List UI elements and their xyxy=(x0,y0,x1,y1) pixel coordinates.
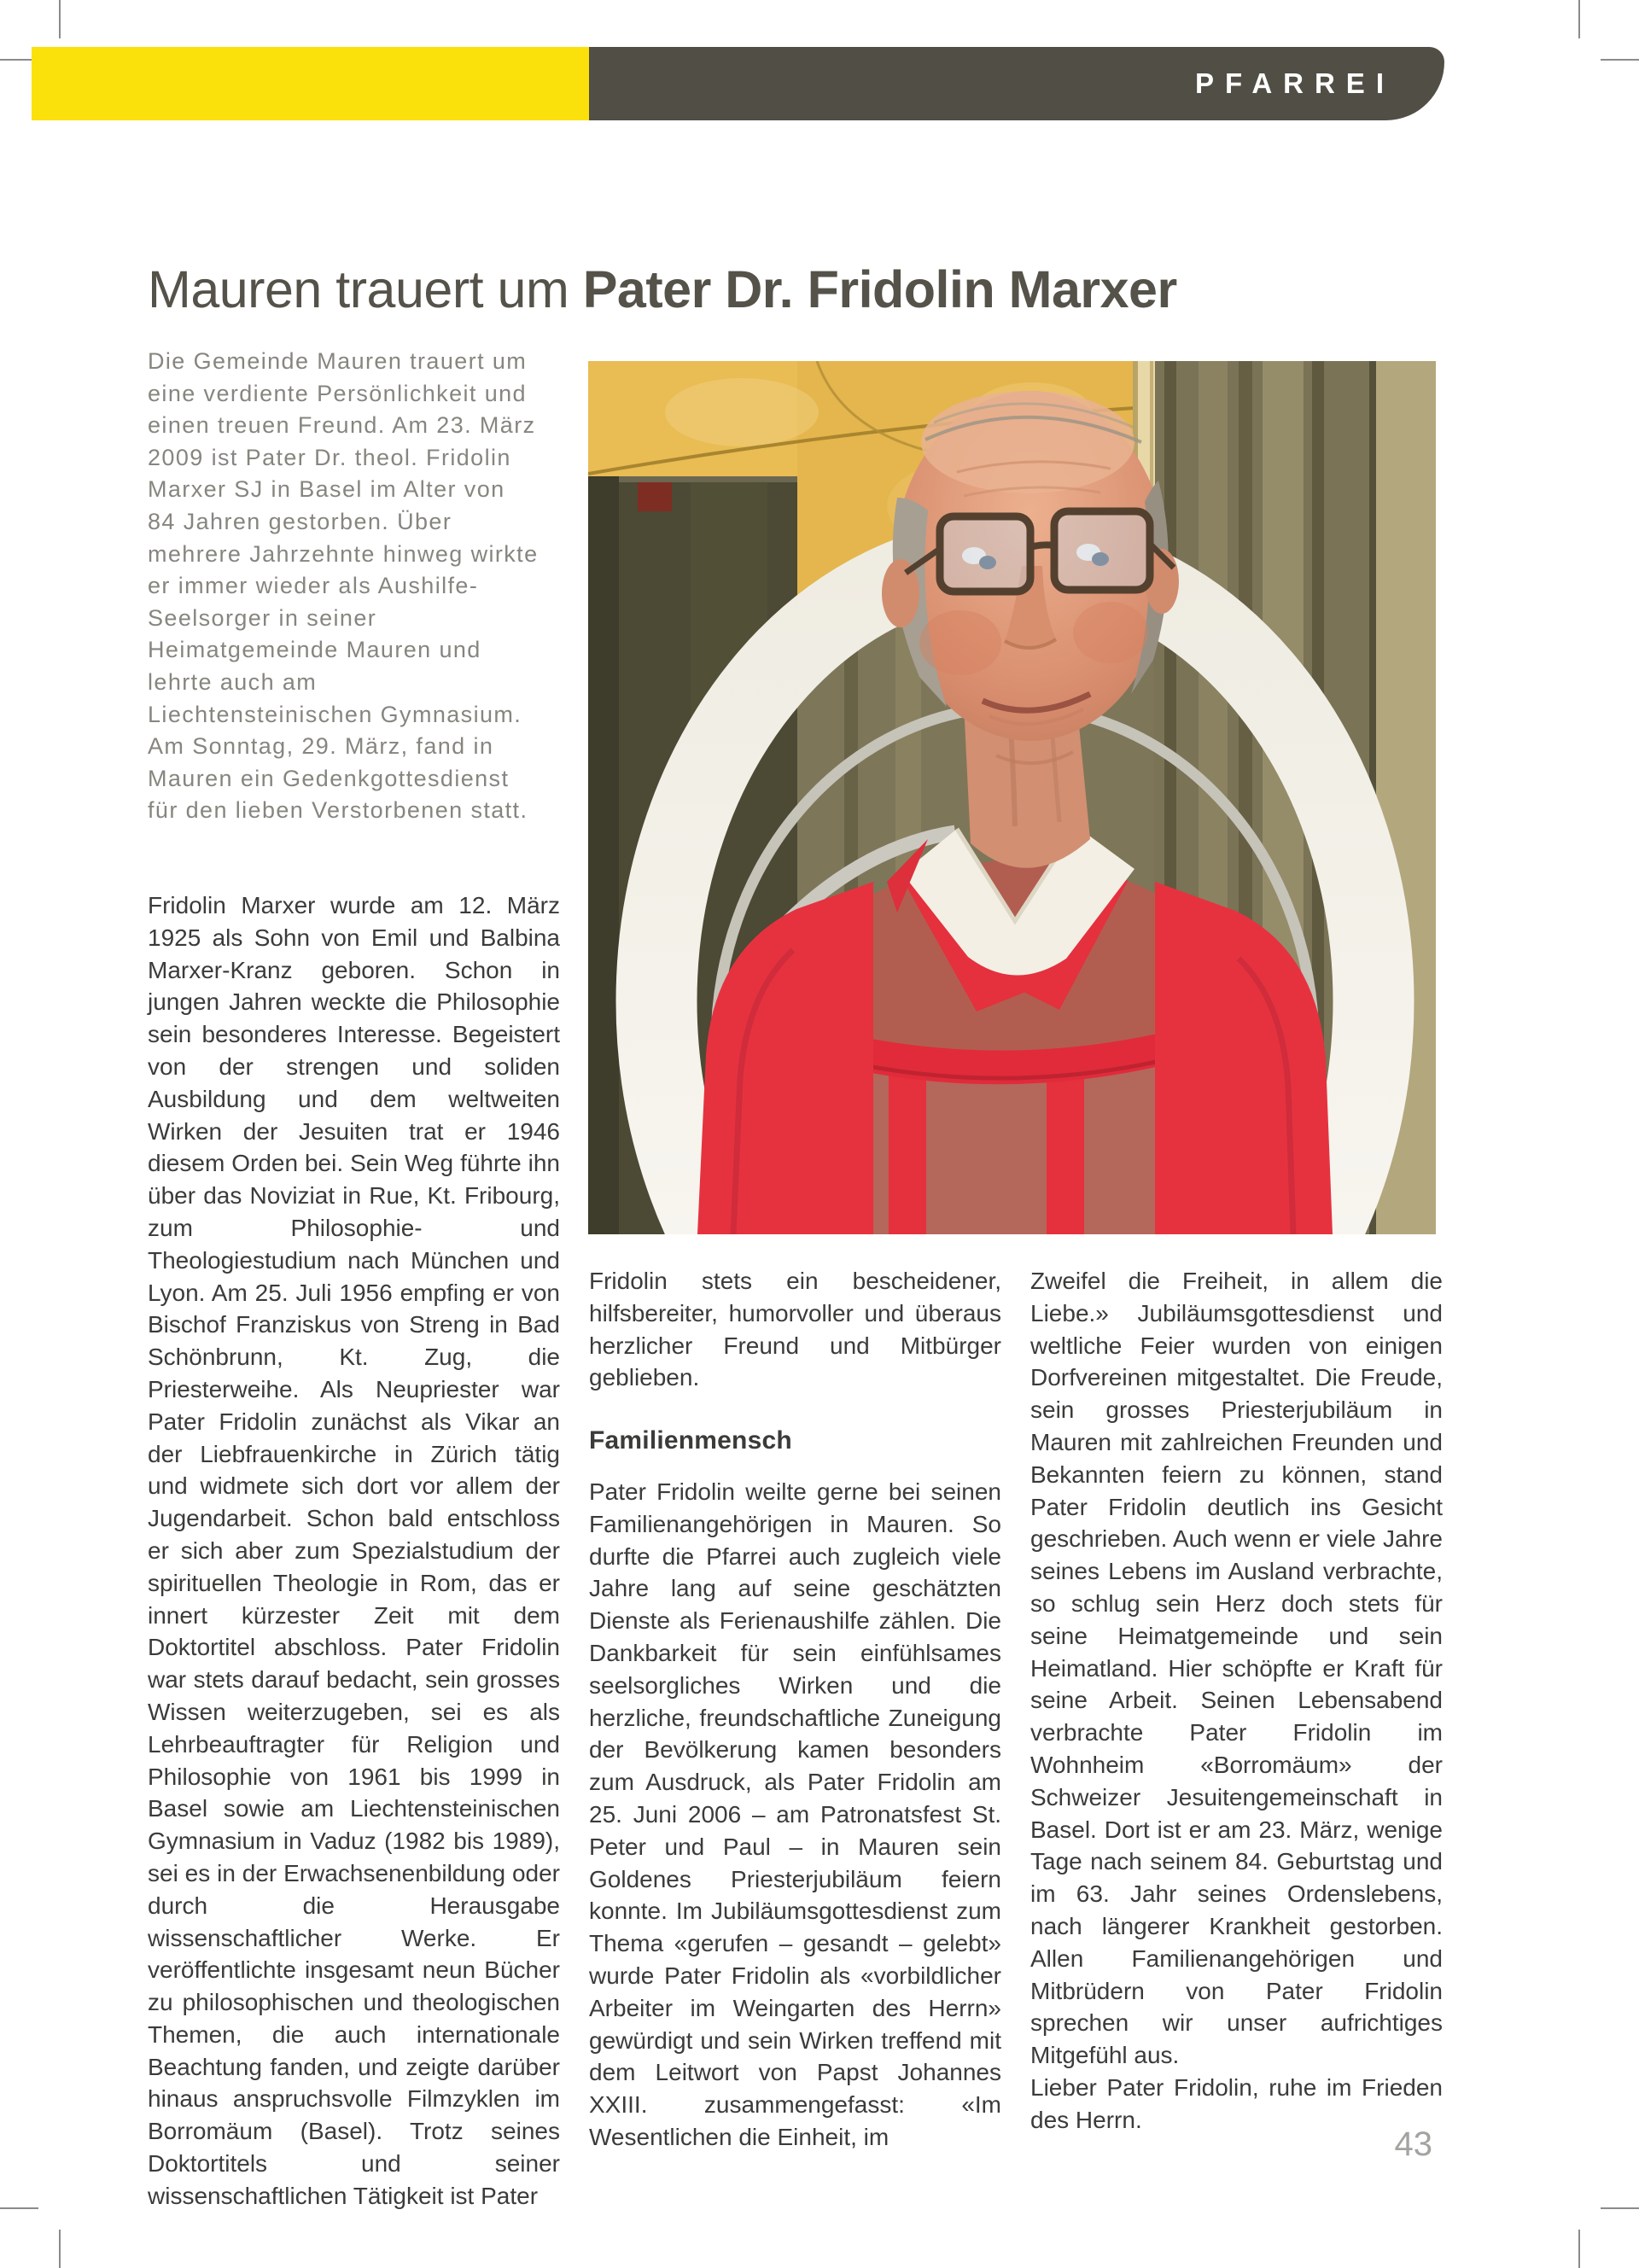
header-bar-yellow xyxy=(32,47,589,120)
subheading-familienmensch: Familienmensch xyxy=(589,1426,792,1455)
body-column-1 xyxy=(148,889,560,2213)
column2-body-paragraph: Pater Fridolin weilte gerne bei seinen Familienangehörigen in Mauren. So durfte die Pfarrei auch zugleich viele Jahre lang auf seine geschätzten Dienste als Ferienaushilfe zählen. Die Dankbarkeit für sein einfühlsames seelsorgliches Wirken und die herzliche, freundschaftliche Zuneigung der Bevölkerung kamen besonders zum Ausdruck, als Pater Fridolin am 25. Juni 2006 – am Patronatsfest St. Peter und Paul – in Mauren sein Goldenes Priesterjubiläum feiern konnte. Im Jubiläumsgottesdienst zum Thema «gerufen – gesandt – gelebt» wurde Pater Fridolin als «vorbildlicher Arbeiter im Weingarten des Herrn» gewürdigt und sein Wirken treffend mit dem Leitwort von Papst Johannes XXIII. zusammengefasst: «Im Wesentlichen die Einheit, im xyxy=(589,1478,1001,2150)
header-bar-dark xyxy=(589,47,1444,120)
crop-mark-bottom-left-v xyxy=(59,2230,61,2268)
title-bold: Pater Dr. Fridolin Marxer xyxy=(582,259,1177,318)
crop-mark-bottom-right-v xyxy=(1578,2230,1580,2268)
portrait-illustration xyxy=(588,361,1436,1234)
column3-paragraph-2: Lieber Pater Fridolin, ruhe im Frieden des Herrn. xyxy=(1030,2073,1443,2133)
crop-mark-top-right-h xyxy=(1601,59,1639,61)
body-column-3 xyxy=(1030,1265,1443,2137)
column1-paragraph: Fridolin Marxer wurde am 12. März 1925 als Sohn von Emil und Balbina Marxer-Kranz geboren. Schon in jungen Jahren weckte die Philosophie sein besonderes Interesse. Begeistert von der strengen und soliden Ausbildung und dem weltweiten Wirken der Jesuiten trat er 1946 diesem Orden bei. Sein Weg führte ihn über das Noviziat in Rue, Kt. Fribourg, zum Philosophie- und Theologiestudium nach München und Lyon. Am 25. Juli 1956 empfing er von Bischof Franziskus von Streng in Bad Schönbrunn, Kt. Zug, die Priesterweihe. Als Neupriester war Pater Fridolin zunächst als Vikar an der Liebfrauenkirche in Zürich tätig und widmete sich dort vor allem der Jugendarbeit. Schon bald entschloss er sich aber zum Spezialstudium der spirituellen Theologie in Rom, das er innert kürzester Zeit mit dem Doktortitel abschloss. Pater Fridolin war stets darauf bedacht, sein grosses Wissen weiterzugeben, sei es als Lehrbeauftragter für Religion und Philosophie von 1961 bis 1999 in Basel sowie am Liechtensteinischen Gymnasium in Vaduz (1982 bis 1989), sei es in der Erwachsenenbildung oder durch die Herausgabe wissenschaftlicher Werke. Er veröffentlichte insgesamt neun Bücher zu philosophischen und theologischen Themen, die auch internationale Beachtung fanden, und zeigte darüber hinaus anspruchsvolle Filmzyklen im Borromäum (Basel). Trotz seines Doktortitels und seiner wissenschaftlichen Tätigkeit ist Pater xyxy=(148,892,560,2209)
crop-mark-top-left-v xyxy=(59,0,61,38)
column3-paragraph-1: Zweifel die Freiheit, in allem die Liebe.» Jubiläumsgottesdienst und weltliche Feier wurden von einigen Dorfvereinen mitgestaltet. Die Freude, sein grosses Priesterjubiläum in Mauren mit zahlreichen Freunden und Bekannten feiern zu können, stand Pater Fridolin deutlich ins Gesicht geschrieben. Auch wenn er viele Jahre seines Lebens im Ausland verbrachte, so schlug sein Herz doch stets für seine Heimatgemeinde und sein Heimatland. Hier schöpfte er Kraft für seine Arbeit. Seinen Lebensabend verbrachte Pater Fridolin im Wohnheim «Borromäum» der Schweizer Jesuitengemeinschaft in Basel. Dort ist er am 23. März, wenige Tage nach seinem 84. Geburtstag und im 63. Jahr seines Ordenslebens, nach längerer Krankheit gestorben. Allen Familienangehörigen und Mitbrüdern von Pater Fridolin sprechen wir unser aufrichtiges Mitgefühl aus. xyxy=(1030,1268,1443,2069)
page-number: 43 xyxy=(1394,2125,1432,2163)
photo-pater-fridolin-marxer xyxy=(588,361,1436,1234)
crop-mark-bottom-right-h xyxy=(1601,2207,1639,2209)
column2-intro-paragraph: Fridolin stets ein bescheidener, hilfsbereiter, humorvoller und überaus herzlicher Freund und Mitbürger geblieben. xyxy=(589,1268,1001,1391)
article-title xyxy=(148,259,1177,318)
body-column-2 xyxy=(589,1265,1001,2154)
crop-mark-bottom-left-h xyxy=(0,2207,38,2209)
crop-mark-top-right-v xyxy=(1578,0,1580,38)
intro-paragraph: Die Gemeinde Mauren trauert um eine verdiente Persönlichkeit und einen treuen Freund. Am 23. März 2009 ist Pater Dr. theol. Fridolin Marxer SJ in Basel im Alter von 84 Jahren gestorben. Über mehrere Jahrzehnte hinweg wirkte er immer wieder als Aushilfe-Seelsorger in seiner Heimatgemeinde Mauren und lehrte auch am Liechtensteinischen Gymnasium. Am Sonntag, 29. März, fand in Mauren ein Gedenkgottesdienst für den lieben Verstorbenen statt. xyxy=(148,348,539,824)
category-label: PFARREI xyxy=(1194,67,1395,99)
title-regular: Mauren trauert um xyxy=(148,259,583,318)
